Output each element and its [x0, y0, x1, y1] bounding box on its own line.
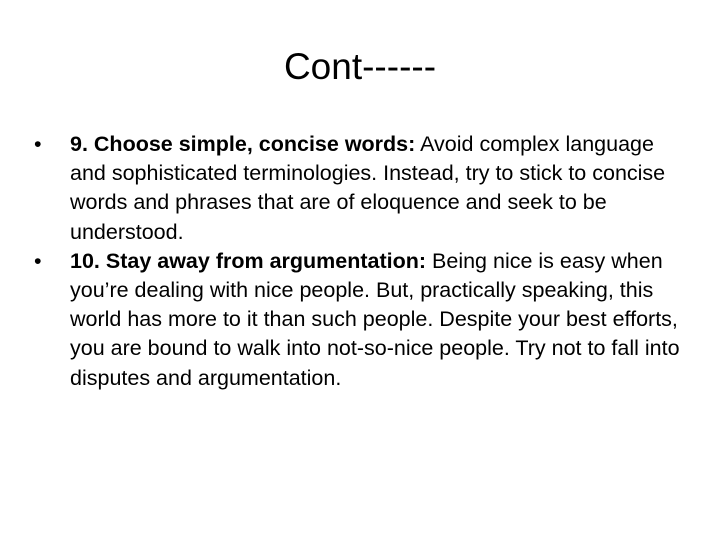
bullet-heading: 9. Choose simple, concise words:: [70, 132, 416, 156]
bullet-dot-icon: •: [34, 132, 42, 156]
bullet-text: Avoid complex language and sophisticated terminologies. Instead, try to stick to concise words and phrases that are of eloquence and seek to be understood.: [70, 132, 666, 244]
bullet-heading: 10. Stay away from argumentation:: [70, 248, 427, 273]
bullet-item: [34, 130, 684, 247]
bullet-item: [34, 247, 684, 393]
bullet-dot-icon: •: [34, 248, 42, 273]
slide-title-text: Cont------: [283, 46, 437, 87]
slide-title: [0, 44, 720, 90]
bullet-text: Being nice is easy when you’re dealing with nice people. But, practically speaking, this world has more to it than such people. Despite your best efforts, you are bound to walk into not-so-nice people. Try not to fall into disputes and argumentation.: [70, 248, 680, 390]
slide-content: [34, 130, 684, 393]
